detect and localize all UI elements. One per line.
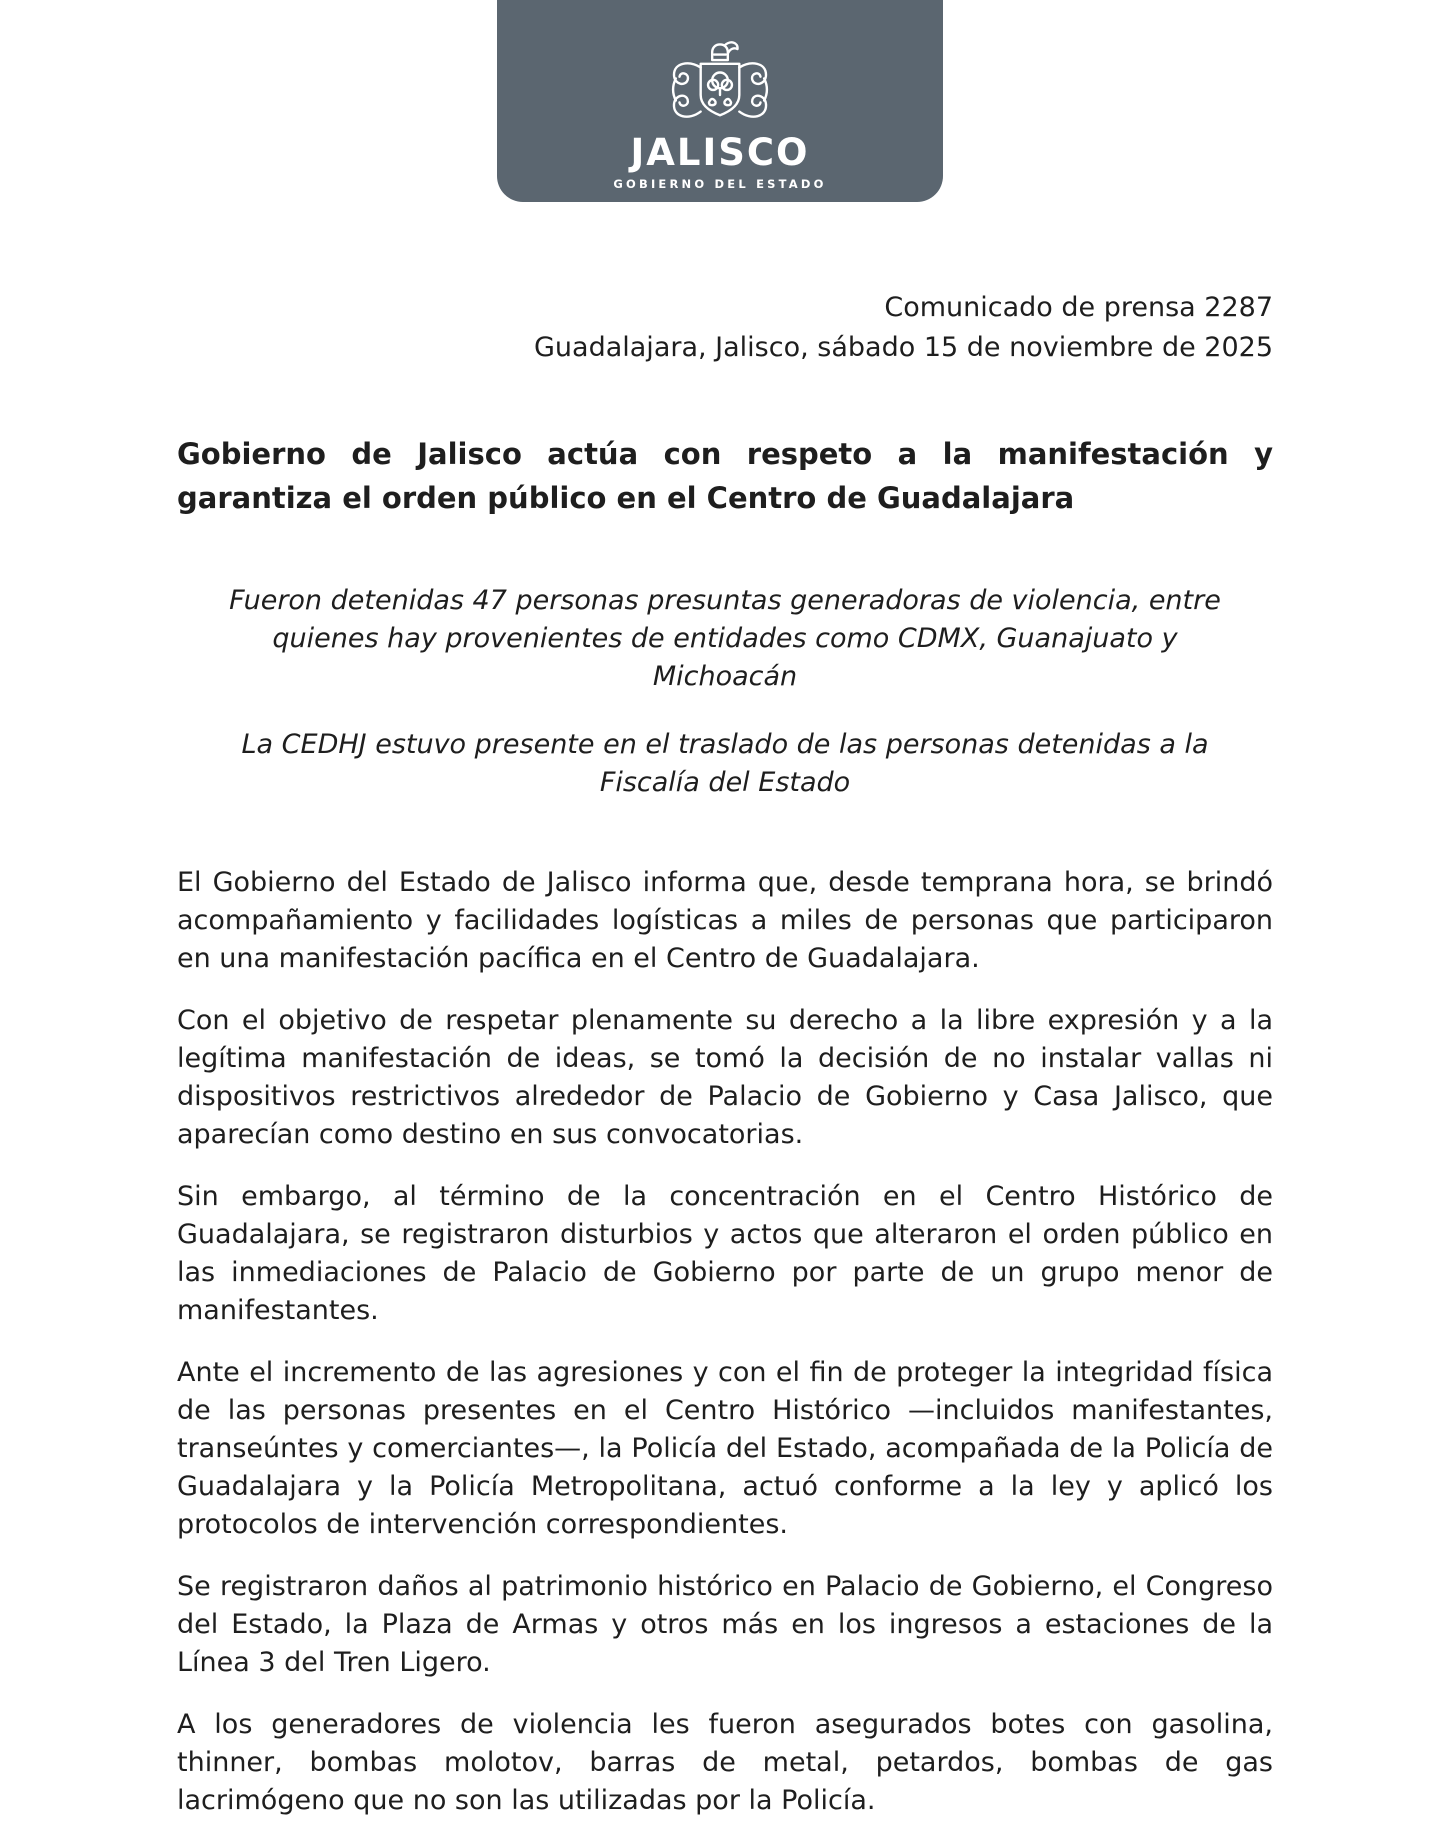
document-title: Gobierno de Jalisco actúa con respeto a la manifestación y garantiza el orden público en el Centro de Guadalajara [177, 437, 1273, 515]
body-paragraph: Sin embargo, al término de la concentración en el Centro Histórico de Guadalajara, se registraron disturbios y actos que alteraron el orden público en las inmediaciones de Palacio de Gobierno por parte de un grupo menor de manifestantes. [177, 1181, 1273, 1326]
body-paragraphs [177, 864, 1273, 1820]
dateline: Guadalajara, Jalisco, sábado 15 de noviembre de 2025 [534, 332, 1273, 363]
jalisco-coat-of-arms-icon [664, 38, 776, 130]
body-paragraph: El Gobierno del Estado de Jalisco informa que, desde temprana hora, se brindó acompañamiento y facilidades logísticas a miles de personas que participaron en una manifestación pacífica en el Centro de Guadalajara. [177, 867, 1273, 974]
jalisco-tagline: GOBIERNO DEL ESTADO [613, 177, 827, 191]
subhead-cedhj: La CEDHJ estuvo presente en el traslado de las personas detenidas a la Fiscalía del Estado [241, 729, 1209, 798]
press-release-number: Comunicado de prensa 2287 [884, 292, 1273, 323]
jalisco-header-banner [497, 0, 943, 202]
body-paragraph: Con el objetivo de respetar plenamente su derecho a la libre expresión y a la legítima manifestación de ideas, se tomó la decisión de no instalar vallas ni dispositivos restrictivos alrededor de Palacio de Gobierno y Casa Jalisco, que aparecían como destino en sus convocatorias. [177, 1005, 1273, 1150]
body-paragraph: A los generadores de violencia les fueron asegurados botes con gasolina, thinner, bombas molotov, barras de metal, petardos, bombas de gas lacrimógeno que no son las utilizadas por la Policía. [177, 1709, 1273, 1816]
body-paragraph: Ante el incremento de las agresiones y con el fin de proteger la integridad física de las personas presentes en el Centro Histórico —incluidos manifestantes, transeúntes y comerciantes—, la Policía del Estado, acompañada de la Policía de Guadalajara y la Policía Metropolitana, actuó conforme a la ley y aplicó los protocolos de intervención correspondientes. [177, 1357, 1273, 1540]
jalisco-wordmark: JALISCO [630, 131, 810, 174]
body-paragraph: Se registraron daños al patrimonio histórico en Palacio de Gobierno, el Congreso del Estado, la Plaza de Armas y otros más en los ingresos a estaciones de la Línea 3 del Tren Ligero. [177, 1571, 1273, 1678]
document-body [177, 288, 1273, 1820]
press-release-meta [177, 288, 1273, 368]
subhead-detainees: Fueron detenidas 47 personas presuntas generadoras de violencia, entre quienes hay provenientes de entidades como CDMX, Guanajuato y Michoacán [229, 585, 1221, 692]
